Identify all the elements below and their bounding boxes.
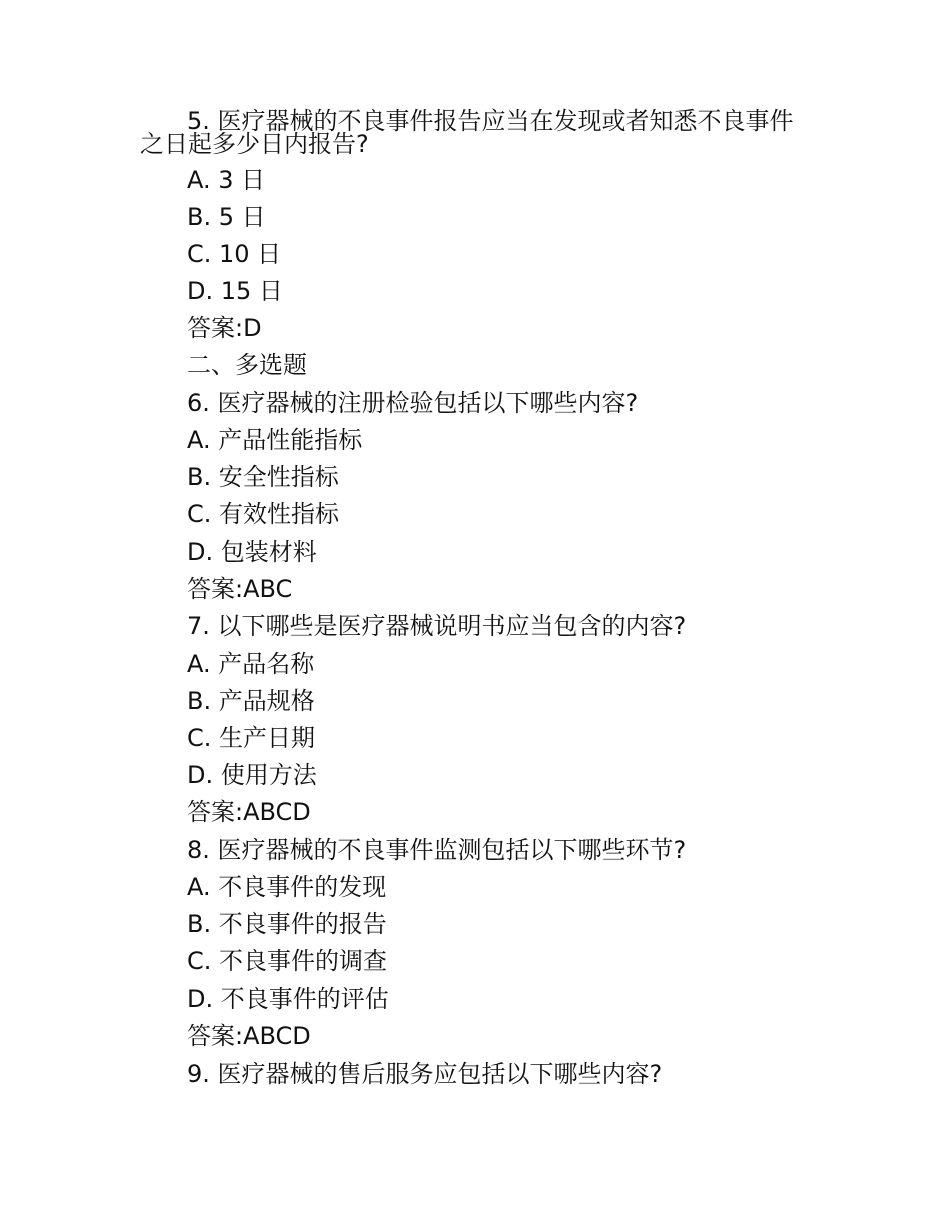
question-7-option-d: D. 使用方法: [187, 761, 317, 789]
question-5-option-b: B. 5 日: [187, 203, 266, 231]
question-7-answer: 答案:ABCD: [187, 798, 311, 826]
question-5-stem-line-1: 5. 医疗器械的不良事件报告应当在发现或者知悉不良事件: [187, 107, 794, 135]
question-8-stem: 8. 医疗器械的不良事件监测包括以下哪些环节?: [187, 836, 687, 864]
question-7-option-c: C. 生产日期: [187, 724, 316, 752]
question-6-option-c: C. 有效性指标: [187, 500, 340, 528]
question-6-stem: 6. 医疗器械的注册检验包括以下哪些内容?: [187, 389, 639, 417]
question-5-option-c: C. 10 日: [187, 240, 282, 268]
question-5-option-d: D. 15 日: [187, 277, 283, 305]
question-6-option-d: D. 包装材料: [187, 538, 317, 566]
question-5-stem-line-2: 之日起多少日内报告?: [140, 130, 369, 158]
question-6-option-a: A. 产品性能指标: [187, 426, 363, 454]
question-7-option-b: B. 产品规格: [187, 687, 315, 715]
question-9-stem: 9. 医疗器械的售后服务应包括以下哪些内容?: [187, 1060, 663, 1088]
question-8-option-d: D. 不良事件的评估: [187, 985, 389, 1013]
question-8-option-c: C. 不良事件的调查: [187, 947, 388, 975]
question-5-answer: 答案:D: [187, 314, 262, 342]
question-5-option-a: A. 3 日: [187, 166, 266, 194]
section-title-multiple-choice: 二、多选题: [187, 351, 307, 379]
question-7-stem: 7. 以下哪些是医疗器械说明书应当包含的内容?: [187, 612, 687, 640]
question-7-option-a: A. 产品名称: [187, 650, 315, 678]
question-8-option-b: B. 不良事件的报告: [187, 910, 387, 938]
question-8-option-a: A. 不良事件的发现: [187, 873, 387, 901]
question-6-option-b: B. 安全性指标: [187, 463, 339, 491]
question-8-answer: 答案:ABCD: [187, 1022, 311, 1050]
question-6-answer: 答案:ABC: [187, 575, 293, 603]
